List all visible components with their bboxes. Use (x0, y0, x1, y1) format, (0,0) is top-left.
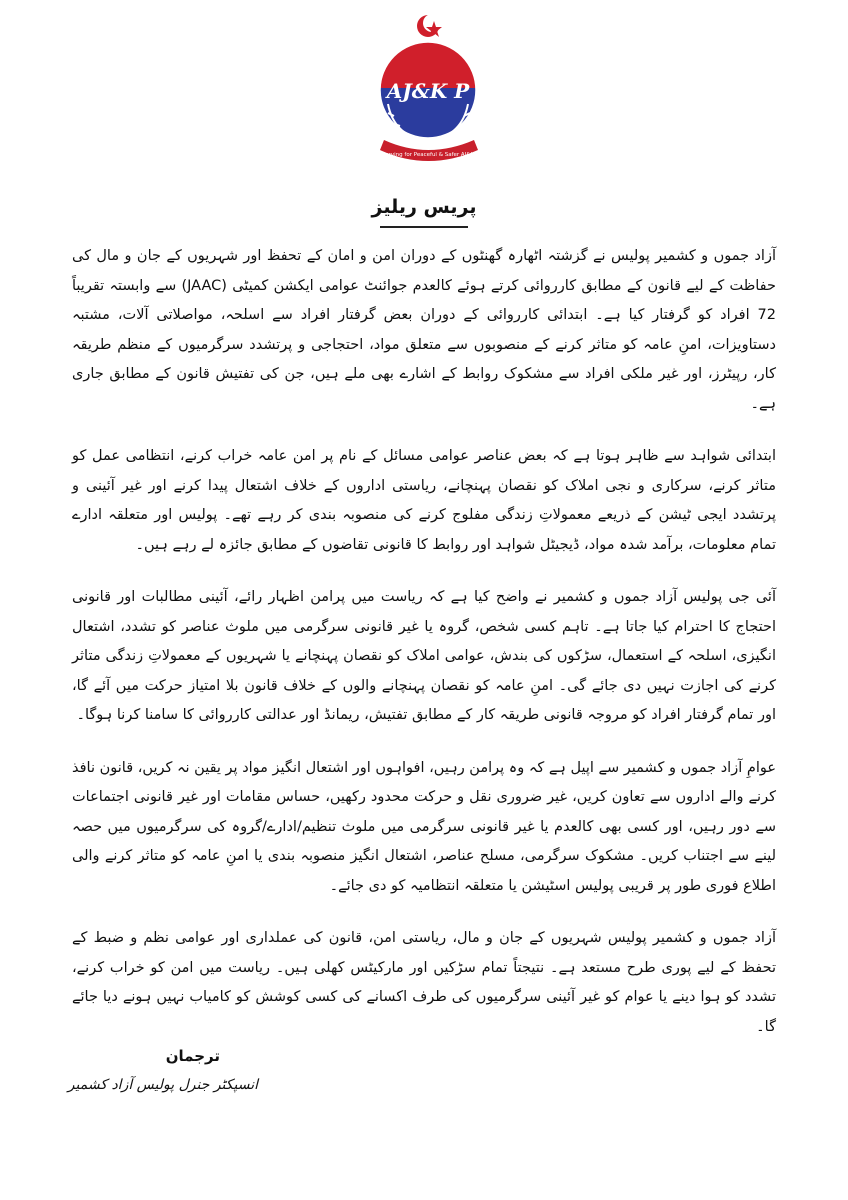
police-emblem-logo (370, 8, 488, 174)
signature-block (68, 1042, 258, 1100)
paragraph-1: آزاد جموں و کشمیر پولیس نے گزشتہ اٹھارہ گھنٹوں کے دوران امن و امان کے تحفظ اور شہریوں کے جان و مال کی حفاظت کے لیے قانون کے مطابق کارروائی کرتے ہوئے کالعدم جوائنٹ عوامی ایکشن کمیٹی (JAAC) سے وابستہ تقریباً 72 افراد کو گرفتار کیا ہے۔ ابتدائی کارروائی کے دوران بعض گرفتار افراد سے اسلحہ، مواصلاتی آلات، مشتبہ دستاویزات، امنِ عامہ کو متاثر کرنے کے منصوبوں سے متعلق مواد، احتجاجی و پرتشدد سرگرمیوں کے منظم طریقہ کار، رپیٹرز، اور غیر ملکی افراد سے مشکوک روابط کے اشارے بھی ملے ہیں، جن کی تفتیش قانون کے مطابق جاری ہے۔ (72, 248, 776, 412)
paragraph-5: آزاد جموں و کشمیر پولیس شہریوں کے جان و مال، ریاستی امن، قانون کی عملداری اور عوامی نظم و ضبط کے تحفظ کے لیے پوری طرح مستعد ہے۔ نتیجتاً تمام سڑکیں اور مارکیٹس کھلی ہیں۔ ریاست میں امن کو خراب کرنے، تشدد کو ہوا دینے یا عوام کو غیر آئینی سرگرمیوں کی طرف اکسانے کی کسی کوشش کو کامیاب نہیں ہونے دیا جائے گا۔ (72, 930, 776, 1035)
paragraph-4: عوامِ آزاد جموں و کشمیر سے اپیل ہے کہ وہ پرامن رہیں، افواہوں اور اشتعال انگیز مواد پر یقین نہ کریں، قانون نافذ کرنے والے اداروں سے تعاون کریں، غیر ضروری نقل و حرکت محدود رکھیں، حساس مقامات اور غیر قانونی اجتماعات سے دور رہیں، اور کسی بھی کالعدم یا غیر قانونی سرگرمی میں ملوث تنظیم/ادارے/گروہ کی سرگرمیوں میں حصہ لینے سے اجتناب کریں۔ مشکوک سرگرمی، مسلح عناصر، اشتعال انگیز منصوبہ بندی یا امنِ عامہ کو متاثر کرنے والی اطلاع فوری طور پر قریبی پولیس اسٹیشن یا متعلقہ انتظامیہ کو دی جائے۔ (72, 759, 776, 894)
paragraph-2: ابتدائی شواہد سے ظاہر ہوتا ہے کہ بعض عناصر عوامی مسائل کے نام پر امن عامہ خراب کرنے، انتظامی عمل کو متاثر کرنے، سرکاری و نجی املاک کو نقصان پہنچانے، ریاستی اداروں کے خلاف اشتعال پیدا کرنے اور غیر آئینی و پرتشدد ایجی ٹیشن کے ذریعے معمولاتِ زندگی مفلوج کرنے کی منصوبہ بندی کر رہے تھے۔ پولیس اور متعلقہ ادارے تمام معلومات، برآمد شدہ مواد، ڈیجیٹل شواہد اور روابط کا قانونی تقاضوں کے مطابق جائزہ لے رہے ہیں۔ (72, 448, 776, 553)
title-underline (380, 226, 468, 228)
document-title: پریس ریلیز (371, 196, 477, 218)
signature-name: انسپکٹر جنرل پولیس آزاد کشمیر (67, 1077, 258, 1093)
paragraph-3: آئی جی پولیس آزاد جموں و کشمیر نے واضح کیا ہے کہ ریاست میں پرامن اظہار رائے، آئینی مطالبات اور قانونی احتجاج کا احترام کیا جاتا ہے۔ تاہم کسی شخص، گروہ یا غیر قانونی سرگرمی میں ملوث عناصر کو تشدد، اشتعال انگیزی، اسلحہ کے استعمال، سڑکوں کی بندش، عوامی املاک کو نقصان پہنچانے یا شہریوں کے معمولاتِ زندگی متاثر کرنے کی اجازت نہیں دی جائے گی۔ امنِ عامہ کو نقصان پہنچانے والوں کے خلاف قانون بلا امتیاز حرکت میں آئے گا، اور تمام گرفتار افراد کو مروجہ قانونی طریقہ کار کے مطابق تفتیش، ریمانڈ اور عدالتی کارروائی کا سامنا کرنا ہوگا۔ (72, 589, 776, 723)
emblem-motto: Serving for Peaceful & Safer AJ&K (381, 152, 475, 158)
signature-title: ترجمان (165, 1047, 220, 1065)
emblem-letters: AJ&K P (386, 79, 470, 103)
press-release-body (72, 242, 776, 1065)
